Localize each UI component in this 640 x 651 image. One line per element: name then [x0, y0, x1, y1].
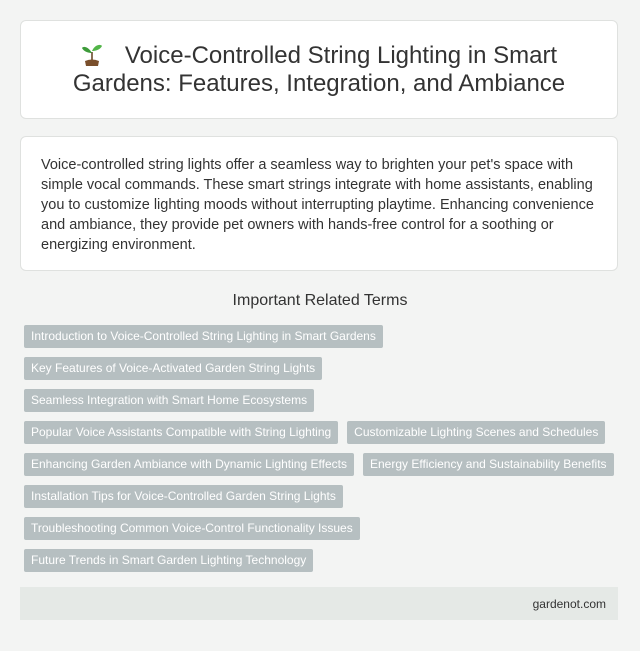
related-term-tag[interactable]: Introduction to Voice-Controlled String Lighting in Smart Gardens [24, 325, 383, 348]
related-terms-heading: Important Related Terms [232, 292, 408, 309]
intro-card [20, 136, 618, 271]
intro-paragraph: Voice-controlled string lights offer a seamless way to brighten your pet's space with simple vocal commands. These smart strings integrate with home assistants, enabling you to customize lighting moods without interrupting playtime. Enhancing convenience and ambiance, they provide pet owners with hands-free control for a soothing or energizing environment. [41, 157, 594, 253]
related-term-tag[interactable]: Key Features of Voice-Activated Garden String Lights [24, 357, 322, 380]
related-term-tag[interactable]: Enhancing Garden Ambiance with Dynamic Lighting Effects [24, 453, 354, 476]
related-term-tag[interactable]: Installation Tips for Voice-Controlled Garden String Lights [24, 485, 343, 508]
related-term-tag[interactable]: Customizable Lighting Scenes and Schedules [347, 421, 605, 444]
related-term-tag[interactable]: Popular Voice Assistants Compatible with String Lighting [24, 421, 338, 444]
footer [20, 587, 618, 620]
related-term-tag[interactable]: Seamless Integration with Smart Home Ecosystems [24, 389, 314, 412]
page-title-text: Voice-Controlled String Lighting in Smart Gardens: Features, Integration, and Ambiance [72, 41, 566, 97]
related-term-tag[interactable]: Energy Efficiency and Sustainability Benefits [363, 453, 614, 476]
title-card [20, 20, 618, 119]
related-term-tag[interactable]: Future Trends in Smart Garden Lighting Technology [24, 549, 313, 572]
page-title [51, 42, 587, 98]
sprout-icon [81, 42, 103, 66]
related-terms-list [24, 325, 620, 572]
related-term-tag[interactable]: Troubleshooting Common Voice-Control Functionality Issues [24, 517, 360, 540]
footer-site: gardenot.com [532, 596, 606, 611]
